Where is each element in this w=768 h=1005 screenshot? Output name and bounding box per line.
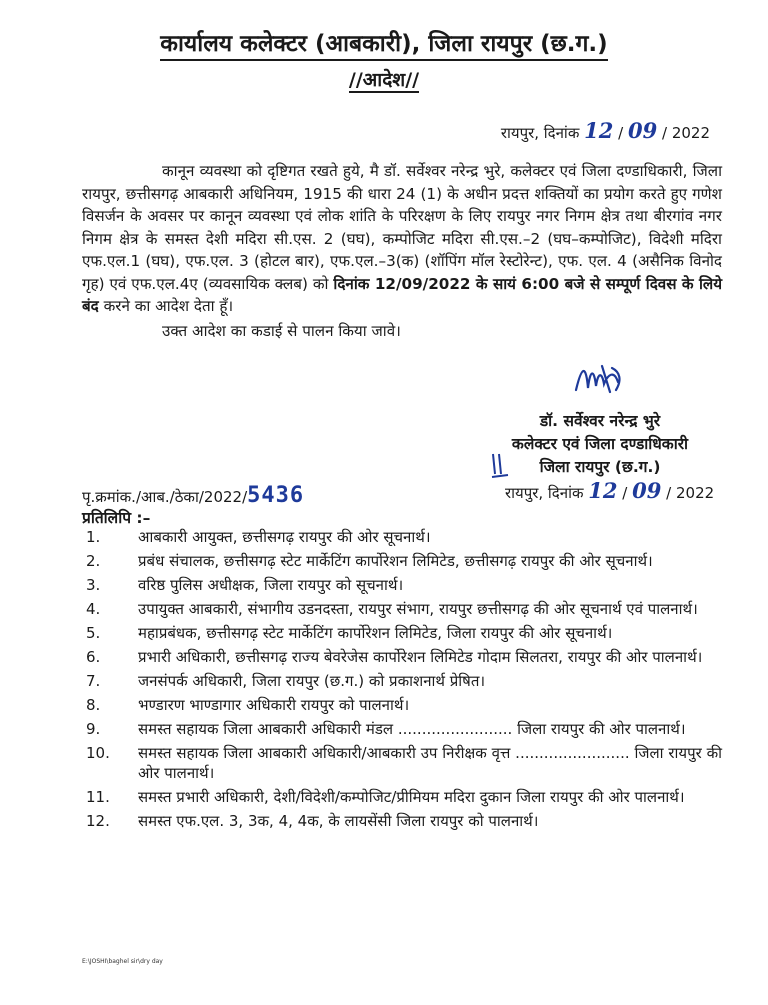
signatory-designation: कलेक्टर एवं जिला दण्डाधिकारी <box>511 435 689 453</box>
closure-period: दिनांक 12/09/2022 के सायं 6:00 बजे से सम्पूर्ण दिवस के लिये बंद <box>82 274 723 315</box>
signatory-name: डॉ. सर्वेश्वर नरेन्द्र भुरे <box>539 412 661 430</box>
copy-to-list <box>82 527 722 835</box>
list-item: 7. जनसंपर्क अधिकारी, जिला रायपुर (छ.ग.) को प्रकाशनार्थ प्रेषित। <box>86 672 486 690</box>
handwritten-ref-number: 5436 <box>247 483 305 508</box>
list-item: 1. आबकारी आयुक्त, छत्तीसगढ़ रायपुर की ओर सूचनार्थ। <box>86 528 431 546</box>
office-title: कार्यालय कलेक्टर (आबकारी), जिला रायपुर (छ.ग.) <box>0 26 768 58</box>
signatory-district: जिला रायपुर (छ.ग.) <box>539 458 661 476</box>
list-item: 6. प्रभारी अधिकारी, छत्तीसगढ़ राज्य बेवरेजेस कार्पोरेशन लिमिटेड गोदाम सिलतरा, रायपुर की ओर पालनार्थ। <box>86 648 703 666</box>
list-item: 11. समस्त प्रभारी अधिकारी, देशी/विदेशी/कम्पोजिट/प्रीमियम मदिरा दुकान जिला रायपुर की ओर पालनार्थ। <box>86 788 685 806</box>
order-paragraph: कानून व्यवस्था को दृष्टिगत रखते हुये, मै डॉ. सर्वेश्वर नरेन्द्र भुरे, कलेक्टर एवं जिला दण्डाधिकारी, जिला रायपुर, छत्तीसगढ़ आबकारी अधिनियम, 1915 की धारा 24 (1) के अधीन प्रदत्त शक्तियों का प्रयोग करते हुए गणेश विसर्जन के अवसर पर कानून व्यवस्था एवं लोक शांति के परिरक्षण के लिए रायपुर नगर निगम क्षेत्र तथा बीरगांव नगर निगम क्षेत्र के समस्त देशी मदिरा सी.एस. 2 (घघ), कम्पोजिट मदिरा सी.एस.–2 (घघ–कम्पोजिट), विदेशी मदिरा एफ.एल.1 (घघ), एफ.एल. 3 (होटल बार), एफ.एल.–3(क) (शॉपिंग मॉल रेस्टोरेन्ट), एफ. एल. 4 (असैनिक विनोद गृह) एवं एफ.एल.4ए (व्यवसायिक क्लब) को दिनांक 12/09/2022 के सायं 6:00 बजे से सम्पूर्ण दिवस के लिये बंद करने का आदेश देता हूँ। <box>82 162 723 315</box>
list-item: 3. वरिष्ठ पुलिस अधीक्षक, जिला रायपुर को सूचनार्थ। <box>86 576 404 594</box>
order-date: रायपुर, दिनांक 12 / 09 / 2022 <box>500 118 710 143</box>
list-item: 8. भण्डारण भाण्डागार अधिकारी रायपुर को पालनार्थ। <box>86 696 410 714</box>
list-item: 2. प्रबंध संचालक, छत्तीसगढ़ स्टेट मार्केटिंग कार्पोरेशन लिमिटेड, छत्तीसगढ़ रायपुर की ओर सूचनार्थ। <box>86 552 653 570</box>
copy-date: रायपुर, दिनांक 12 / 09 / 2022 <box>505 478 715 503</box>
signatory-block <box>480 410 720 479</box>
copy-to-label: प्रतिलिपि :– <box>82 509 151 527</box>
order-title: //आदेश// <box>348 69 420 91</box>
list-item: 9. समस्त सहायक जिला आबकारी अधिकारी मंडल ........................ जिला रायपुर की ओर पालनार्थ। <box>86 720 686 738</box>
order-body <box>82 160 722 342</box>
compliance-line: उक्त आदेश का कडाई से पालन किया जावे। <box>162 321 401 340</box>
file-path-note: E:\JOSHI\baghel sir\dry day <box>82 958 163 965</box>
reference-number: पृ.क्रमांक./आब./ठेका/2022/5436 <box>82 483 305 508</box>
list-item: 10. समस्त सहायक जिला आबकारी अधिकारी/आबकारी उप निरीक्षक वृत्त ........................ जिला रायपुर की ओर पालनार्थ। <box>86 744 722 782</box>
handwritten-month: 09 <box>627 118 658 143</box>
list-item: 12. समस्त एफ.एल. 3, 3क, 4, 4क, के लायसेंसी जिला रायपुर को पालनार्थ। <box>86 812 539 830</box>
handwritten-day-2: 12 <box>588 478 618 503</box>
signature-icon <box>572 360 632 400</box>
handwritten-day: 12 <box>584 118 614 143</box>
list-item: 4. उपायुक्त आबकारी, संभागीय उडनदस्ता, रायपुर संभाग, रायपुर छत्तीसगढ़ की ओर सूचनार्थ एवं पालनार्थ। <box>86 600 698 618</box>
handwritten-month-2: 09 <box>632 478 662 503</box>
list-item: 5. महाप्रबंधक, छत्तीसगढ़ स्टेट मार्केटिंग कार्पोरेशन लिमिटेड, जिला रायपुर की ओर सूचनार्थ। <box>86 624 613 642</box>
initial-mark-icon <box>490 450 512 480</box>
